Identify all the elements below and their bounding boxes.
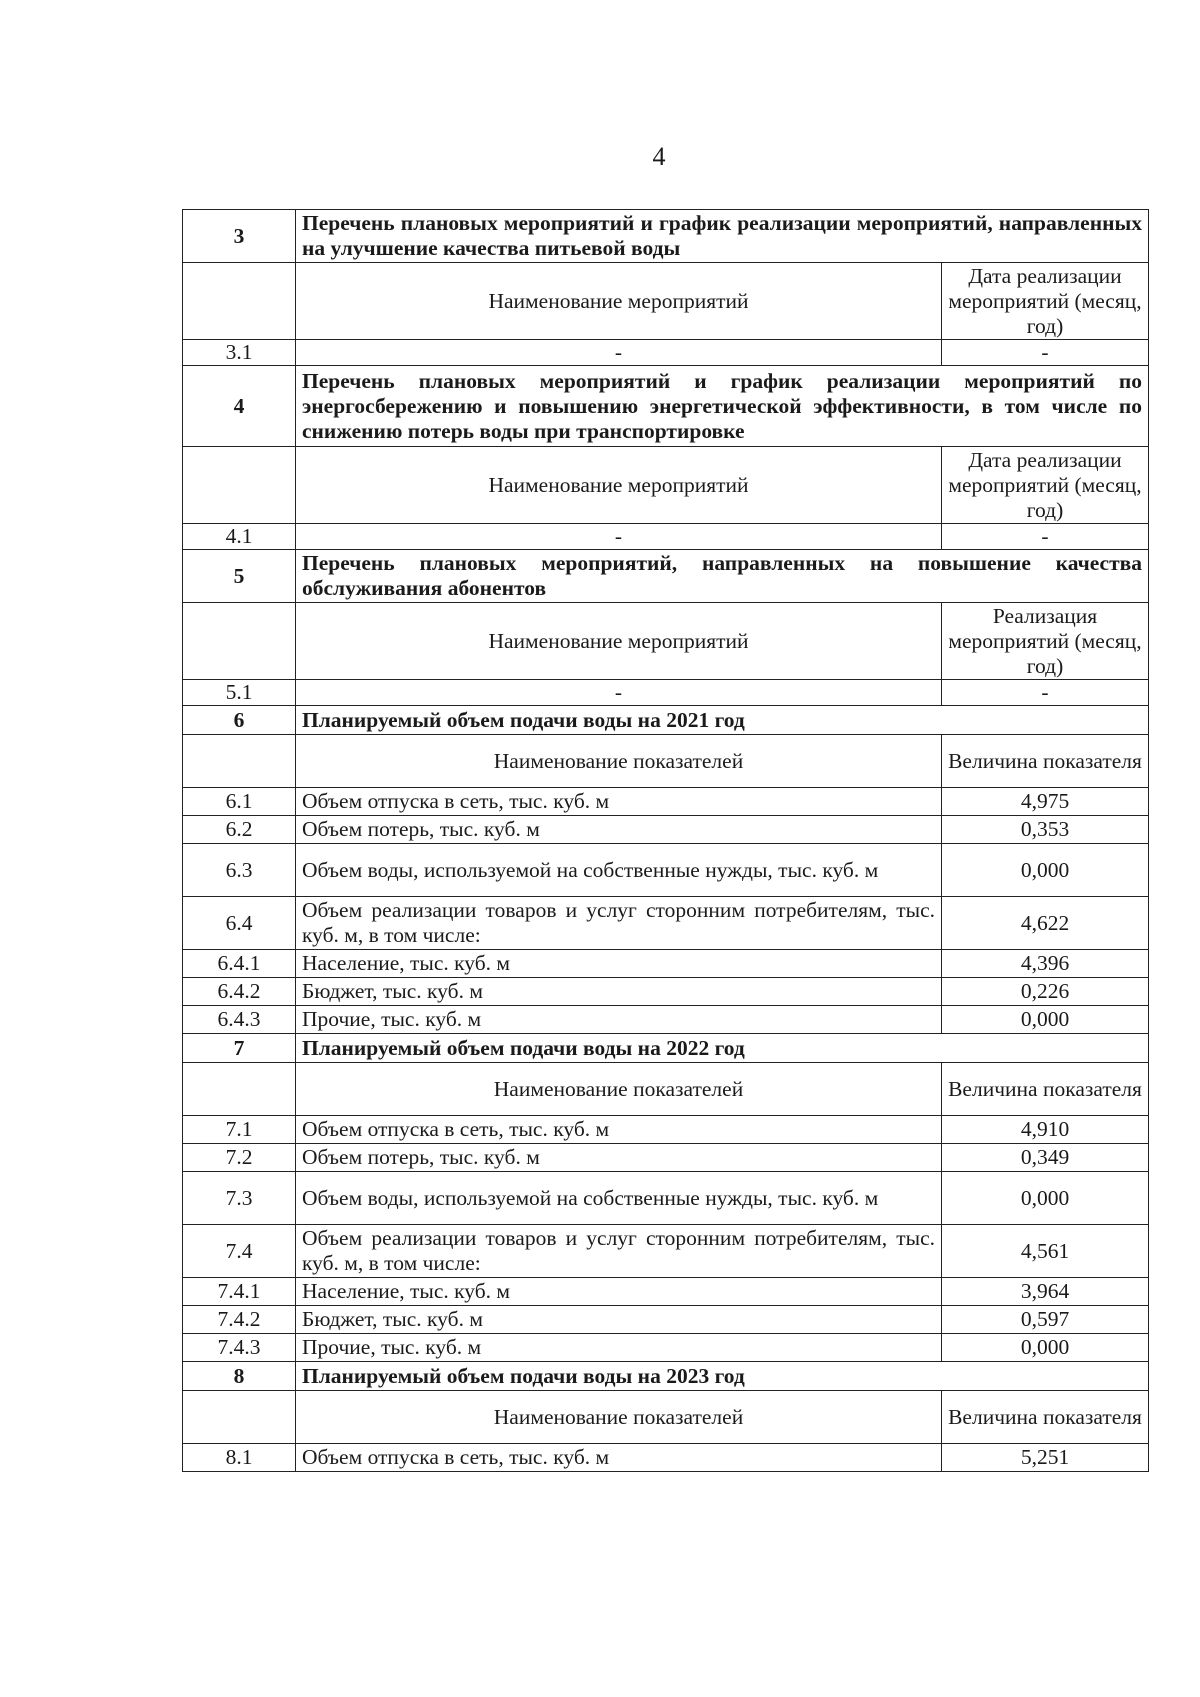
measures-table bbox=[182, 209, 1149, 1472]
row-value: 0,597 bbox=[942, 1306, 1149, 1334]
row-name: Объем потерь, тыс. куб. м bbox=[296, 1144, 942, 1172]
row-value: 4,396 bbox=[942, 950, 1149, 978]
row-name: Объем отпуска в сеть, тыс. куб. м bbox=[296, 1444, 942, 1472]
row-value: 3,964 bbox=[942, 1278, 1149, 1306]
row-name: Население, тыс. куб. м bbox=[296, 950, 942, 978]
row-number: 6.4.1 bbox=[183, 950, 296, 978]
table-row bbox=[183, 1006, 1149, 1034]
table-row bbox=[183, 680, 1149, 706]
section-number: 6 bbox=[183, 706, 296, 735]
row-number: 6.4.2 bbox=[183, 978, 296, 1006]
table-header-row bbox=[183, 603, 1149, 680]
row-value: - bbox=[942, 340, 1149, 366]
row-number: 6.4 bbox=[183, 897, 296, 950]
section-title: Перечень плановых мероприятий, направленных на повышение качества обслуживания абонентов bbox=[296, 550, 1149, 603]
row-value: 0,349 bbox=[942, 1144, 1149, 1172]
section-number: 7 bbox=[183, 1034, 296, 1063]
row-number: 7.4.2 bbox=[183, 1306, 296, 1334]
row-number: 7.1 bbox=[183, 1116, 296, 1144]
row-value: 0,000 bbox=[942, 844, 1149, 897]
row-number: 5.1 bbox=[183, 680, 296, 706]
row-number: 6.2 bbox=[183, 816, 296, 844]
table-row bbox=[183, 524, 1149, 550]
row-value: - bbox=[942, 524, 1149, 550]
table-row bbox=[183, 1444, 1149, 1472]
header-number-cell bbox=[183, 447, 296, 524]
header-value-cell: Величина показателя bbox=[942, 1063, 1149, 1116]
row-number: 6.3 bbox=[183, 844, 296, 897]
row-name: Бюджет, тыс. куб. м bbox=[296, 1306, 942, 1334]
section-title: Планируемый объем подачи воды на 2023 год bbox=[296, 1362, 1149, 1391]
row-name: Бюджет, тыс. куб. м bbox=[296, 978, 942, 1006]
page-number: 4 bbox=[652, 142, 666, 171]
row-value: 0,000 bbox=[942, 1334, 1149, 1362]
header-number-cell bbox=[183, 1391, 296, 1444]
row-value: 0,226 bbox=[942, 978, 1149, 1006]
row-value: 4,910 bbox=[942, 1116, 1149, 1144]
table-header-row bbox=[183, 1391, 1149, 1444]
row-name: Прочие, тыс. куб. м bbox=[296, 1006, 942, 1034]
section-row bbox=[183, 210, 1149, 263]
header-name-cell: Наименование показателей bbox=[296, 1391, 942, 1444]
row-number: 7.2 bbox=[183, 1144, 296, 1172]
section-row bbox=[183, 1362, 1149, 1391]
table-row bbox=[183, 1306, 1149, 1334]
row-name: Объем реализации товаров и услуг сторонним потребителям, тыс. куб. м, в том числе: bbox=[296, 1225, 942, 1278]
table-row bbox=[183, 950, 1149, 978]
row-number: 7.4.1 bbox=[183, 1278, 296, 1306]
row-name: Население, тыс. куб. м bbox=[296, 1278, 942, 1306]
row-name: Прочие, тыс. куб. м bbox=[296, 1334, 942, 1362]
header-name-cell: Наименование показателей bbox=[296, 1063, 942, 1116]
header-name-cell: Наименование мероприятий bbox=[296, 447, 942, 524]
section-row bbox=[183, 366, 1149, 447]
section-number: 5 bbox=[183, 550, 296, 603]
header-value-cell: Дата реализации мероприятий (месяц, год) bbox=[942, 447, 1149, 524]
header-value-cell: Реализация мероприятий (месяц, год) bbox=[942, 603, 1149, 680]
header-value-cell: Величина показателя bbox=[942, 735, 1149, 788]
section-title: Перечень плановых мероприятий и график реализации мероприятий по энергосбережению и повышению энергетической эффективности, в том числе по снижению потерь воды при транспортировке bbox=[296, 366, 1149, 447]
header-number-cell bbox=[183, 263, 296, 340]
row-value: 5,251 bbox=[942, 1444, 1149, 1472]
section-number: 8 bbox=[183, 1362, 296, 1391]
header-name-cell: Наименование мероприятий bbox=[296, 603, 942, 680]
header-value-cell: Величина показателя bbox=[942, 1391, 1149, 1444]
table-row bbox=[183, 1278, 1149, 1306]
row-name: Объем потерь, тыс. куб. м bbox=[296, 816, 942, 844]
row-value: - bbox=[942, 680, 1149, 706]
section-number: 3 bbox=[183, 210, 296, 263]
row-number: 7.4.3 bbox=[183, 1334, 296, 1362]
section-title: Перечень плановых мероприятий и график реализации мероприятий, направленных на улучшение качества питьевой воды bbox=[296, 210, 1149, 263]
table-row bbox=[183, 844, 1149, 897]
table-header-row bbox=[183, 263, 1149, 340]
row-name: Объем воды, используемой на собственные нужды, тыс. куб. м bbox=[296, 844, 942, 897]
row-name: Объем воды, используемой на собственные нужды, тыс. куб. м bbox=[296, 1172, 942, 1225]
header-name-cell: Наименование мероприятий bbox=[296, 263, 942, 340]
table-row bbox=[183, 1172, 1149, 1225]
row-number: 6.1 bbox=[183, 788, 296, 816]
table-header-row bbox=[183, 735, 1149, 788]
header-number-cell bbox=[183, 603, 296, 680]
table-row bbox=[183, 1225, 1149, 1278]
header-name-cell: Наименование показателей bbox=[296, 735, 942, 788]
section-number: 4 bbox=[183, 366, 296, 447]
section-row bbox=[183, 550, 1149, 603]
header-number-cell bbox=[183, 1063, 296, 1116]
table-row bbox=[183, 1144, 1149, 1172]
table-row bbox=[183, 340, 1149, 366]
section-title: Планируемый объем подачи воды на 2021 год bbox=[296, 706, 1149, 735]
header-number-cell bbox=[183, 735, 296, 788]
row-number: 8.1 bbox=[183, 1444, 296, 1472]
table-header-row bbox=[183, 447, 1149, 524]
row-value: 4,975 bbox=[942, 788, 1149, 816]
section-row bbox=[183, 1034, 1149, 1063]
table-row bbox=[183, 816, 1149, 844]
table-row bbox=[183, 897, 1149, 950]
row-name: Объем реализации товаров и услуг сторонним потребителям, тыс. куб. м, в том числе: bbox=[296, 897, 942, 950]
row-number: 7.3 bbox=[183, 1172, 296, 1225]
row-name: - bbox=[296, 524, 942, 550]
row-name: Объем отпуска в сеть, тыс. куб. м bbox=[296, 1116, 942, 1144]
table-row bbox=[183, 1334, 1149, 1362]
row-name: - bbox=[296, 680, 942, 706]
section-row bbox=[183, 706, 1149, 735]
row-value: 0,000 bbox=[942, 1172, 1149, 1225]
table-row bbox=[183, 978, 1149, 1006]
section-title: Планируемый объем подачи воды на 2022 год bbox=[296, 1034, 1149, 1063]
row-value: 0,353 bbox=[942, 816, 1149, 844]
row-number: 6.4.3 bbox=[183, 1006, 296, 1034]
row-value: 4,622 bbox=[942, 897, 1149, 950]
row-number: 3.1 bbox=[183, 340, 296, 366]
row-value: 0,000 bbox=[942, 1006, 1149, 1034]
header-value-cell: Дата реализации мероприятий (месяц, год) bbox=[942, 263, 1149, 340]
table-row bbox=[183, 788, 1149, 816]
row-name: Объем отпуска в сеть, тыс. куб. м bbox=[296, 788, 942, 816]
table-row bbox=[183, 1116, 1149, 1144]
table-header-row bbox=[183, 1063, 1149, 1116]
row-name: - bbox=[296, 340, 942, 366]
row-value: 4,561 bbox=[942, 1225, 1149, 1278]
row-number: 7.4 bbox=[183, 1225, 296, 1278]
row-number: 4.1 bbox=[183, 524, 296, 550]
